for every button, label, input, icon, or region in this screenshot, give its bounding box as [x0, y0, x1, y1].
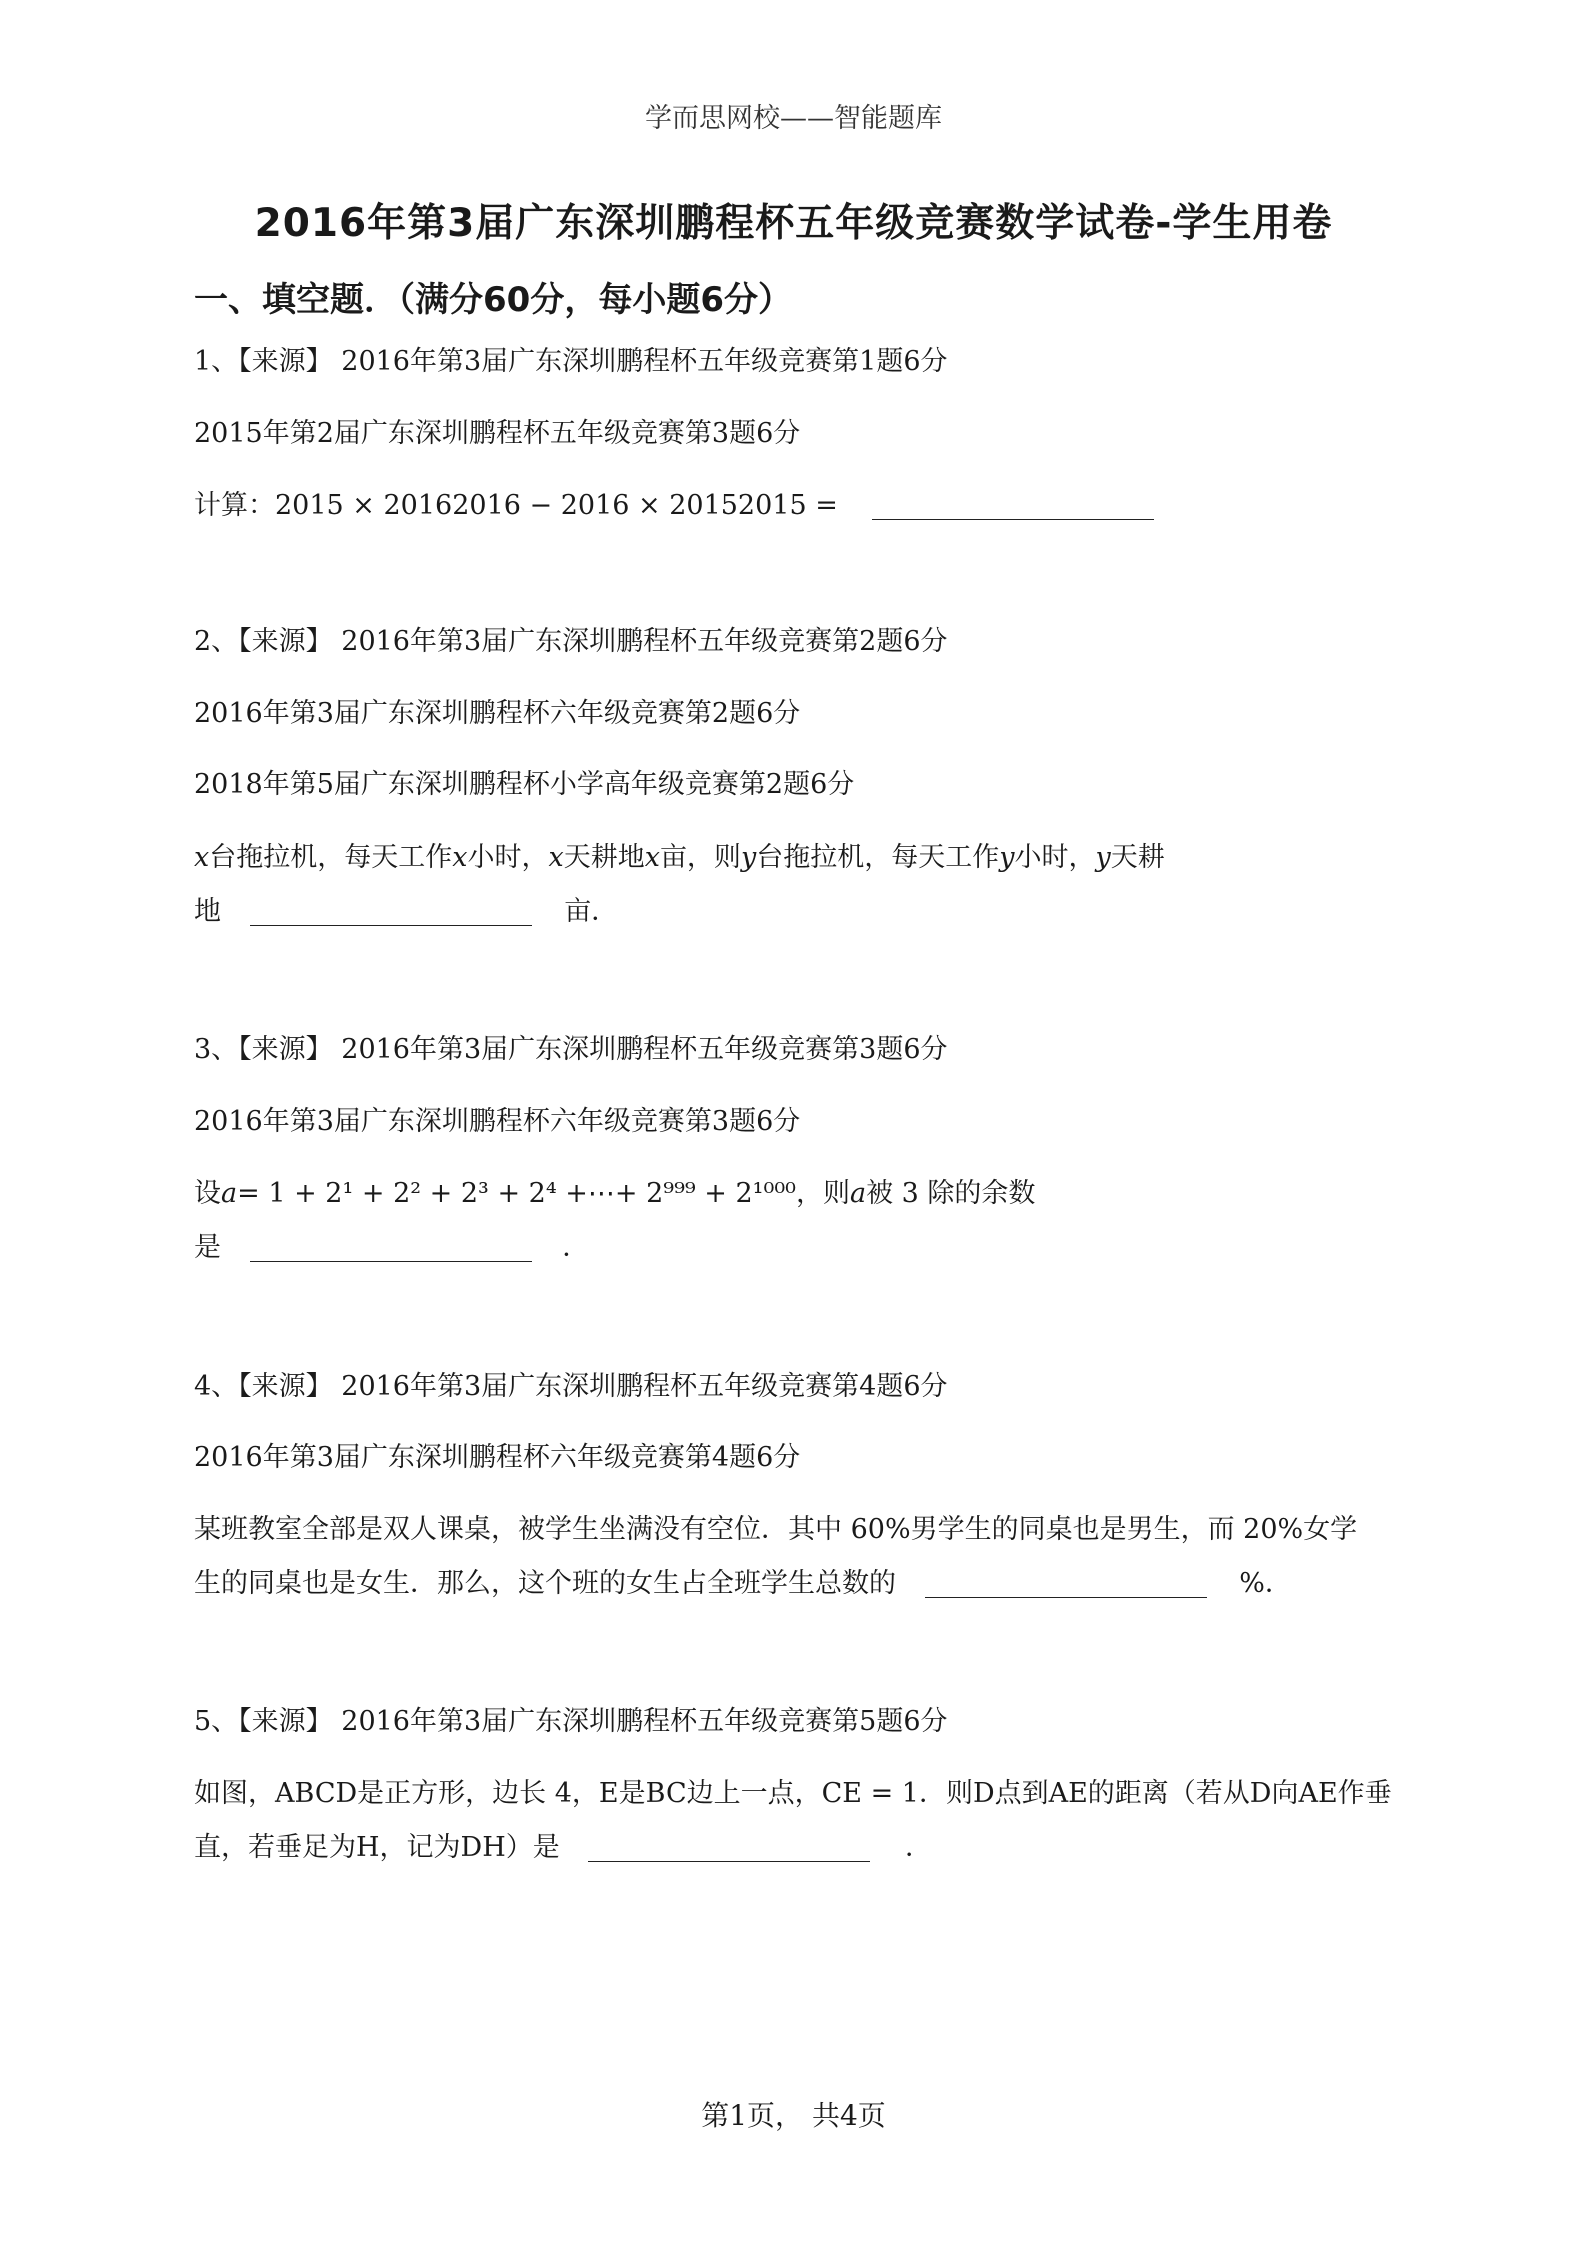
- q1-expression: 2015 × 20162016 − 2016 × 20152015 =: [275, 490, 838, 521]
- q2-extra-source-2: 2018年第5届广东深圳鹏程杯小学高年级竞赛第2题6分: [194, 769, 855, 800]
- q2-source: 2、【来源】 2016年第3届广东深圳鹏程杯五年级竞赛第2题6分: [194, 626, 948, 657]
- q2-line2-suffix: 亩．: [564, 896, 619, 927]
- q2-text-e: 台拖拉机，每天工作: [756, 842, 1000, 873]
- q2-text-b: 小时，: [467, 842, 549, 873]
- page-title: 2016年第3届广东深圳鹏程杯五年级竞赛数学试卷-学生用卷: [254, 201, 1333, 246]
- page-header: 学而思网校——智能题库: [645, 103, 942, 134]
- q3-line2-suffix: ．: [562, 1232, 590, 1263]
- q5-stem-line1: 如图，ABCD是正方形，边长 4，E是BC边上一点，CE = 1．则D点到AE的距离（若从D向AE作垂: [194, 1778, 1392, 1809]
- q1-source: 1、【来源】 2016年第3届广东深圳鹏程杯五年级竞赛第1题6分: [194, 346, 948, 377]
- var-y: y: [740, 842, 757, 873]
- q5-line2-suffix: ．: [904, 1832, 932, 1863]
- var-x: x: [194, 842, 210, 873]
- q4-line2-prefix: 生的同桌也是女生．那么，这个班的女生占全班学生总数的: [194, 1568, 896, 1599]
- q4-source: 4、【来源】 2016年第3届广东深圳鹏程杯五年级竞赛第4题6分: [194, 1371, 948, 1402]
- q4-stem-line1: 某班教室全部是双人课桌，被学生坐满没有空位．其中 60%男学生的同桌也是男生，而 20%女学: [194, 1514, 1358, 1545]
- q2-text-c: 天耕地: [563, 842, 645, 873]
- q2-text-f: 小时，: [1014, 842, 1096, 873]
- section-heading: 一、填空题．（满分60分，每小题6分）: [194, 280, 792, 320]
- q4-stem-line2: [194, 1566, 1292, 1602]
- var-x: x: [548, 842, 564, 873]
- q2-stem-line1: [194, 840, 1165, 876]
- var-a: a: [849, 1178, 867, 1209]
- var-x: x: [452, 842, 468, 873]
- q3-line2-prefix: 是: [194, 1232, 221, 1263]
- q3-text-remainder: 被 3 除的余数: [866, 1178, 1036, 1209]
- q2-stem-line2: [194, 894, 618, 930]
- var-y: y: [999, 842, 1015, 873]
- q2-line2-prefix: 地: [194, 896, 221, 927]
- q2-text-a: 台拖拉机，每天工作: [209, 842, 453, 873]
- q5-line2-prefix: 直，若垂足为H，记为DH）是: [194, 1832, 560, 1863]
- var-a: a: [221, 1178, 238, 1209]
- var-y: y: [1095, 842, 1111, 873]
- q3-expression: = 1 + 2¹ + 2² + 2³ + 2⁴ +⋯+ 2⁹⁹⁹ + 2¹⁰⁰⁰: [237, 1178, 796, 1209]
- q2-extra-source-1: 2016年第3届广东深圳鹏程杯六年级竞赛第2题6分: [194, 698, 801, 729]
- q3-stem-line2: [194, 1230, 589, 1266]
- q2-text-g: 天耕: [1110, 842, 1165, 873]
- q1-extra-source: 2015年第2届广东深圳鹏程杯五年级竞赛第3题6分: [194, 418, 801, 449]
- q5-source: 5、【来源】 2016年第3届广东深圳鹏程杯五年级竞赛第5题6分: [194, 1706, 948, 1737]
- q3-stem-line1: [194, 1176, 1035, 1212]
- q2-answer-blank[interactable]: [250, 897, 532, 926]
- q4-extra-source: 2016年第3届广东深圳鹏程杯六年级竞赛第4题6分: [194, 1442, 801, 1473]
- q4-answer-blank[interactable]: [925, 1569, 1207, 1598]
- q4-line2-suffix: %．: [1239, 1568, 1292, 1599]
- q3-text-then: ，则: [795, 1178, 850, 1209]
- q3-extra-source: 2016年第3届广东深圳鹏程杯六年级竞赛第3题6分: [194, 1106, 801, 1137]
- q2-text-d: 亩，则: [659, 842, 741, 873]
- q1-prefix: 计算：: [194, 490, 275, 521]
- q3-source: 3、【来源】 2016年第3届广东深圳鹏程杯五年级竞赛第3题6分: [194, 1034, 948, 1065]
- q3-prefix: 设: [194, 1178, 221, 1209]
- q1-stem: [194, 488, 1164, 524]
- page-footer: 第1页， 共4页: [701, 2099, 886, 2132]
- var-x: x: [644, 842, 660, 873]
- q1-answer-blank[interactable]: [872, 491, 1154, 520]
- q3-answer-blank[interactable]: [250, 1233, 532, 1262]
- q5-stem-line2: [194, 1830, 932, 1866]
- q5-answer-blank[interactable]: [588, 1833, 870, 1862]
